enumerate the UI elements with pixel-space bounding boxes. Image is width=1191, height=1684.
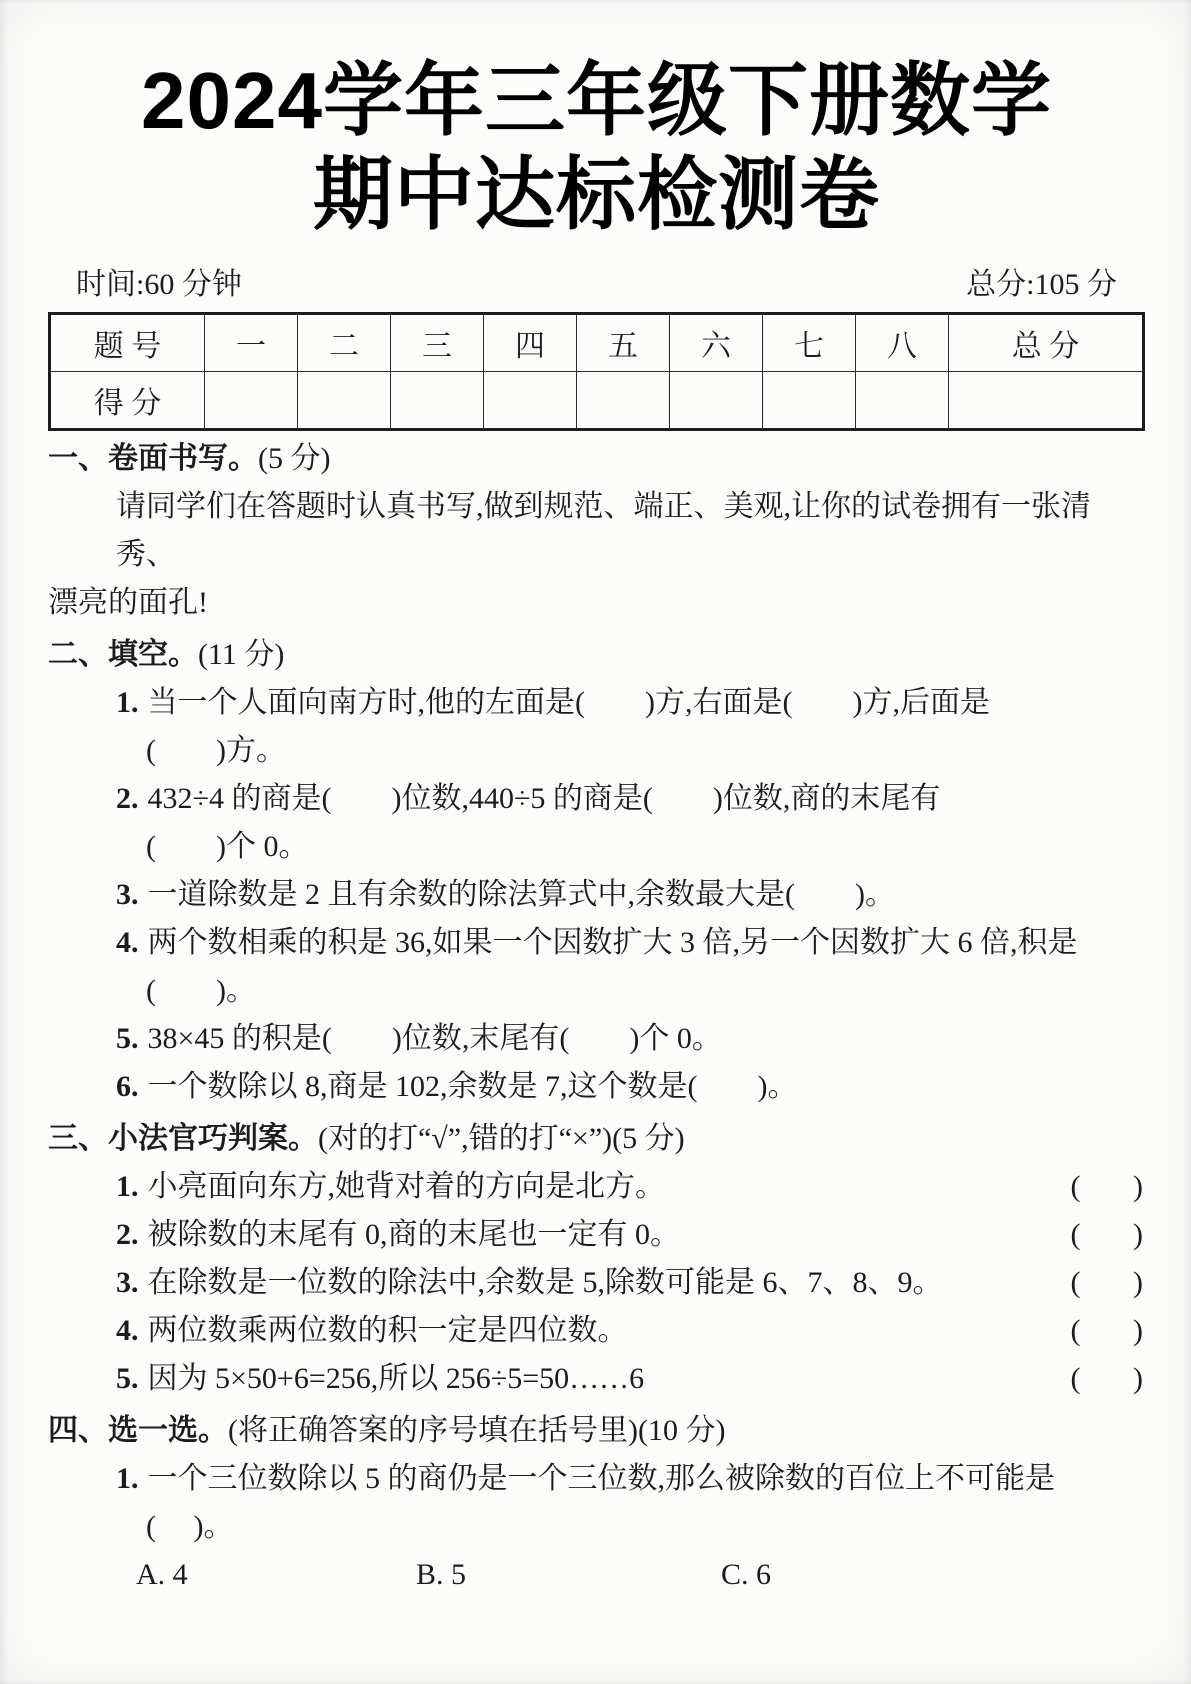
fill-blank-q5 — [48, 1015, 1145, 1063]
judge-q2-answer-paren: ( ) — [1070, 1218, 1143, 1251]
choice-q1-line-2: ( )。 — [146, 1510, 234, 1543]
section-2-points: (11 分) — [198, 638, 285, 671]
section-3-points: (对的打“√”,错的打“×”)(5 分) — [318, 1122, 685, 1155]
section-1-header — [48, 435, 1145, 483]
judge-q5-answer-paren: ( ) — [1070, 1362, 1143, 1395]
score-table-col-4: 四 — [484, 314, 577, 372]
score-table-col-5: 五 — [577, 314, 670, 372]
choice-q1-options — [48, 1551, 1145, 1599]
question-text: 一道除数是 2 且有余数的除法算式中,余数最大是( )。 — [147, 878, 895, 911]
judge-q3-answer-paren: ( ) — [1070, 1266, 1143, 1299]
judge-q5 — [48, 1355, 1145, 1403]
question-number: 3. — [116, 1266, 139, 1299]
question-text: 小亮面向东方,她背对着的方向是北方。 — [147, 1170, 665, 1203]
question-text: 在除数是一位数的除法中,余数是 5,除数可能是 6、7、8、9。 — [147, 1266, 943, 1299]
score-table-score-label: 得 分 — [50, 372, 205, 430]
question-number: 1. — [116, 1462, 139, 1495]
score-cell-4 — [484, 372, 577, 430]
section-1-title: 一、卷面书写。 — [48, 442, 258, 475]
judge-q1 — [48, 1163, 1145, 1211]
fill-blank-q2-line-2: ( )个 0。 — [146, 830, 309, 863]
judge-q4-text — [48, 1307, 628, 1355]
question-number: 4. — [116, 926, 139, 959]
fill-blank-q4-line-2: ( )。 — [146, 974, 256, 1007]
question-text: 因为 5×50+6=256,所以 256÷5=50……6 — [147, 1362, 645, 1395]
question-number: 2. — [116, 782, 139, 815]
score-cell-5 — [577, 372, 670, 430]
section-1-text-line-1: 请同学们在答题时认真书写,做到规范、端正、美观,让你的试卷拥有一张清秀、 — [116, 490, 1091, 571]
score-table-score-row — [50, 372, 1144, 430]
question-text: 两个数相乘的积是 36,如果一个因数扩大 3 倍,另一个因数扩大 6 倍,积是 — [147, 926, 1078, 959]
question-number: 1. — [116, 1170, 139, 1203]
question-number: 2. — [116, 1218, 139, 1251]
score-table-col-2: 二 — [298, 314, 391, 372]
judge-q4-answer-paren: ( ) — [1070, 1314, 1143, 1347]
question-text: 被除数的末尾有 0,商的末尾也一定有 0。 — [147, 1218, 680, 1251]
score-cell-6 — [670, 372, 763, 430]
judge-q3 — [48, 1259, 1145, 1307]
question-number: 6. — [116, 1070, 139, 1103]
fill-blank-q2-line-1 — [48, 775, 1145, 823]
score-cell-8 — [856, 372, 949, 430]
score-cell-7 — [763, 372, 856, 430]
question-number: 1. — [116, 686, 139, 719]
question-text: 一个三位数除以 5 的商仍是一个三位数,那么被除数的百位上不可能是 — [147, 1462, 1055, 1495]
score-table — [48, 312, 1145, 431]
exam-meta-row — [48, 268, 1145, 302]
section-4-header — [48, 1407, 1145, 1455]
exam-title — [48, 54, 1145, 242]
question-text: 一个数除以 8,商是 102,余数是 7,这个数是( )。 — [147, 1070, 798, 1103]
section-4-points: (将正确答案的序号填在括号里)(10 分) — [228, 1414, 726, 1447]
total-score-label: 总分:105 分 — [966, 268, 1117, 301]
score-table-col-6: 六 — [670, 314, 763, 372]
judge-q5-text — [48, 1355, 644, 1403]
fill-blank-q6 — [48, 1063, 1145, 1111]
section-1-text-line-2: 漂亮的面孔! — [48, 586, 208, 619]
question-text: 38×45 的积是( )位数,末尾有( )个 0。 — [147, 1022, 722, 1055]
question-text: 432÷4 的商是( )位数,440÷5 的商是( )位数,商的末尾有 — [147, 782, 941, 815]
score-table-question-label: 题 号 — [50, 314, 205, 372]
score-table-total-label: 总 分 — [949, 314, 1144, 372]
score-cell-total — [949, 372, 1144, 430]
score-table-header-row — [50, 314, 1144, 372]
time-limit-label: 时间:60 分钟 — [76, 268, 242, 301]
judge-q1-text — [48, 1163, 665, 1211]
fill-blank-q1-line-2: ( )方。 — [146, 734, 286, 767]
exam-title-line-1: 2024学年三年级下册数学 — [141, 56, 1052, 145]
question-text: 当一个人面向南方时,他的左面是( )方,右面是( )方,后面是 — [147, 686, 990, 719]
fill-blank-q1-line-1 — [48, 679, 1145, 727]
fill-blank-q4-line-1 — [48, 919, 1145, 967]
judge-q3-text — [48, 1259, 943, 1307]
option-a: A. 4 — [136, 1558, 188, 1591]
judge-q2-text — [48, 1211, 680, 1259]
question-text: 两位数乘两位数的积一定是四位数。 — [147, 1314, 628, 1347]
section-3-title: 三、小法官巧判案。 — [48, 1122, 318, 1155]
exam-title-line-2: 期中达标检测卷 — [313, 150, 880, 239]
score-cell-1 — [205, 372, 298, 430]
section-2-title: 二、填空。 — [48, 638, 198, 671]
question-number: 5. — [116, 1022, 139, 1055]
option-c: C. 6 — [721, 1558, 772, 1591]
score-table-col-8: 八 — [856, 314, 949, 372]
judge-q4 — [48, 1307, 1145, 1355]
section-2-header — [48, 631, 1145, 679]
score-table-col-1: 一 — [205, 314, 298, 372]
score-cell-3 — [391, 372, 484, 430]
score-table-col-7: 七 — [763, 314, 856, 372]
section-1-points: (5 分) — [258, 442, 331, 475]
question-number: 3. — [116, 878, 139, 911]
choice-q1-line-1 — [48, 1455, 1145, 1503]
question-number: 4. — [116, 1314, 139, 1347]
section-4-title: 四、选一选。 — [48, 1414, 228, 1447]
score-table-col-3: 三 — [391, 314, 484, 372]
judge-q1-answer-paren: ( ) — [1070, 1170, 1143, 1203]
judge-q2 — [48, 1211, 1145, 1259]
section-3-header — [48, 1115, 1145, 1163]
fill-blank-q3 — [48, 871, 1145, 919]
question-number: 5. — [116, 1362, 139, 1395]
option-b: B. 5 — [416, 1558, 467, 1591]
score-cell-2 — [298, 372, 391, 430]
